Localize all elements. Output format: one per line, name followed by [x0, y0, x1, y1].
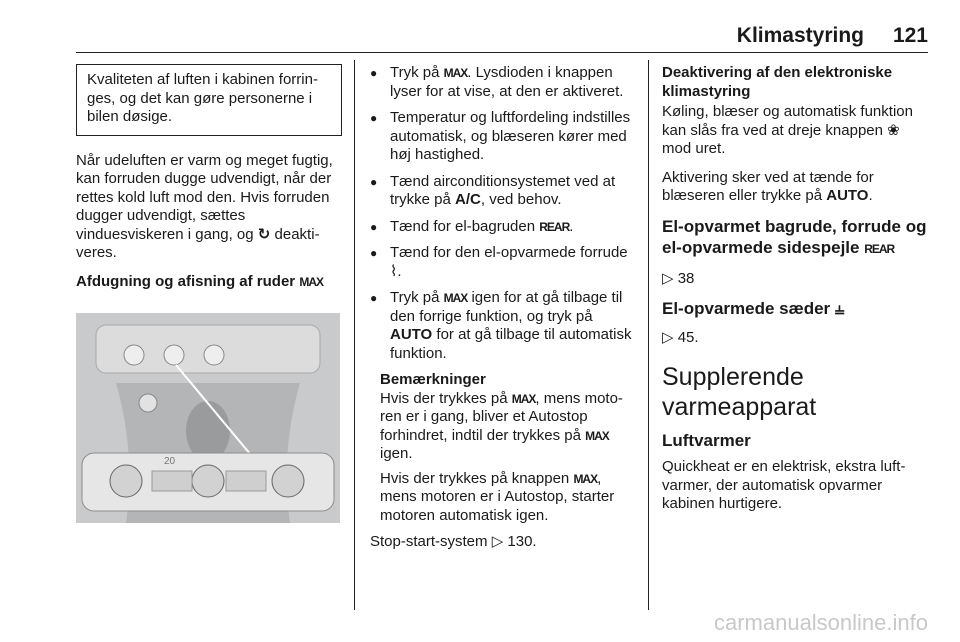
remark-2: Hvis der trykkes på knappen MAX, mens motoren er i Autostop, starter motoren automatisk igen. [380, 469, 615, 524]
heated-windows-reference[interactable]: ▷ 38 [662, 269, 695, 287]
rear-window-icon: REAR [864, 241, 895, 256]
header-rule [76, 52, 928, 53]
column-divider-2 [648, 60, 649, 610]
chapter-title: Klimastyring [736, 24, 864, 47]
remarks-block [370, 371, 638, 525]
activation-text: Aktivering sker ved at tænde for blæseren eller trykke på AUTO. [662, 168, 874, 204]
heated-seats-heading: El-opvarmede sæder ⫨ [662, 299, 845, 318]
panel-temp-label: 20 [164, 456, 176, 467]
column-3 [662, 64, 932, 524]
max-defrost-icon: MAX [299, 274, 323, 289]
list-item: ● Tryk på MAX. Lysdioden i knappen lyser for at vise, at den er aktiveret. [370, 64, 638, 101]
column-divider-1 [354, 60, 355, 610]
deactivation-title: Deaktivering af den elektroniske klimastyring [662, 64, 893, 100]
fan-icon: ❀ [887, 121, 900, 139]
max-defrost-icon: MAX [573, 471, 598, 486]
air-heater-text: Quickheat er en elektrisk, ekstra luftvarmer, der automatisk opvarmer kabinen hurtigere. [662, 458, 906, 512]
remarks-title: Bemærkninger [380, 371, 486, 388]
list-item: ● Tryk på MAX igen for at gå tilbage til den forrige funktion, og tryk på AUTO for at gå tilbage til automatisk funktion. [370, 289, 638, 363]
page-header [76, 24, 928, 52]
fog-paragraph: Når udeluften er varm og meget fugtig, kan forruden dugge udvendigt, når der rettes kold luft mod den. Hvis forruden dugger udvendigt, sættes vinduesviskeren i gang, og ↻ deaktiveres. [76, 151, 333, 261]
note-box: Kvaliteten af luften i kabinen forringes, og det kan gøre personerne i bilen døsige. [76, 64, 342, 136]
recirculation-icon: ↻ [257, 225, 271, 243]
heated-seat-icon: ⫨ [834, 299, 845, 318]
list-item: ● Tænd for el-bagruden REAR. [370, 218, 638, 237]
list-item: ● Tænd airconditionsystemet ved at trykke på A/C, ved behov. [370, 173, 638, 210]
deactivation-text: Køling, blæser og automatisk funktion kan slås fra ved at dreje knappen ❀ mod uret. [662, 103, 913, 157]
heated-windscreen-icon: ⌇ [390, 262, 398, 280]
max-defrost-icon: MAX [511, 391, 536, 406]
watermark: carmanualsonline.info [713, 610, 928, 635]
list-item: ● Temperatur og luftfordeling indstilles automatisk, og blæseren kører med høj hastighed. [370, 109, 638, 165]
column-1 [76, 64, 342, 529]
list-item: ● Tænd for den el-opvarmede forrude ⌇. [370, 244, 638, 281]
page-number: 121 [892, 24, 928, 47]
climate-control-photo [76, 313, 340, 523]
heated-windows-heading: El-opvarmet bagrude, forrude og el-opvarmede sidespejle REAR [662, 216, 927, 257]
column-2 [370, 64, 638, 562]
max-defrost-icon: MAX [443, 291, 468, 305]
remark-1: Hvis der trykkes på MAX, mens motoren er i gang, bliver et Autostop forhindret, indtil der trykkes på MAX igen. [380, 389, 623, 462]
max-defrost-icon: MAX [443, 66, 468, 80]
max-defrost-icon: MAX [585, 428, 609, 443]
stop-start-reference[interactable]: Stop-start-system ▷ 130. [370, 533, 537, 550]
rear-window-icon: REAR [539, 219, 570, 234]
defrost-heading: Afdugning og afisning af ruder MAX [76, 272, 323, 290]
section-title: Supplerende varmeapparat [662, 362, 817, 421]
subsection-title: Luftvarmer [662, 430, 751, 450]
defrost-steps [370, 64, 638, 363]
heated-seats-reference[interactable]: ▷ 45. [662, 329, 699, 346]
